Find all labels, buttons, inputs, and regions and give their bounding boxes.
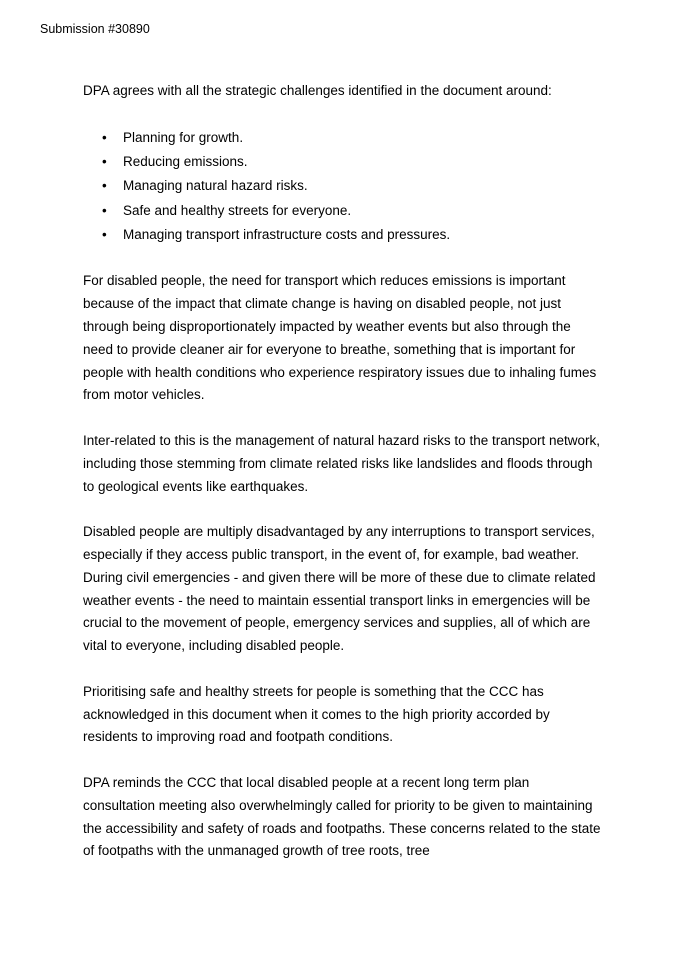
- list-item: [83, 223, 603, 247]
- document-body: [83, 80, 603, 886]
- bullet-icon: •: [102, 227, 107, 243]
- streets-paragraph: Prioritising safe and healthy streets for people is something that the CCC has acknowledged in this document when it comes to the high priority accorded by residents to improving road and footpath conditions.: [83, 683, 550, 745]
- list-item-text: Planning for growth.: [123, 129, 244, 145]
- bullet-icon: •: [102, 178, 107, 194]
- challenges-list: [83, 126, 603, 248]
- list-item-text: Managing transport infrastructure costs and pressures.: [123, 227, 451, 243]
- hazard-paragraph: Inter-related to this is the management of natural hazard risks to the transport network, including those stemming from climate related risks like landslides and floods through to geological events like earthquakes.: [83, 433, 601, 494]
- list-item: [83, 126, 603, 150]
- emergencies-paragraph: Disabled people are multiply disadvantaged by any interruptions to transport services, especially if they access public transport, in the event of, for example, bad weather. During civil emergencies - and given there will be more of these due to climate related weather events - the need to maintain essential transport links in emergencies will be crucial to the movement of people, emergency services and supplies, all of which are vital to everyone, including disabled people.: [83, 524, 596, 654]
- bullet-icon: •: [102, 154, 107, 169]
- submission-number: Submission #30890: [40, 22, 150, 36]
- footpaths-paragraph: DPA reminds the CCC that local disabled people at a recent long term plan consultation meeting also overwhelmingly called for priority to be given to maintaining the accessibility and safety of roads and footpaths. These concerns related to the state of footpaths with the unmanaged growth of tree roots, tree: [83, 774, 601, 859]
- emissions-paragraph: For disabled people, the need for transport which reduces emissions is important because of the impact that climate change is having on disabled people, not just through being disproportionately impacted by weather events but also through the need to provide cleaner air for everyone to breathe, something that is important for people with health conditions who experience respiratory issues due to inhaling fumes from motor vehicles.: [83, 273, 597, 403]
- bullet-icon: •: [102, 129, 107, 145]
- intro-paragraph: DPA agrees with all the strategic challenges identified in the document around:: [83, 83, 552, 98]
- list-item: [83, 199, 603, 223]
- list-item: [83, 174, 603, 198]
- bullet-icon: •: [102, 202, 107, 218]
- list-item-text: Safe and healthy streets for everyone.: [123, 202, 352, 218]
- list-item: [83, 150, 603, 174]
- list-item-text: Managing natural hazard risks.: [123, 178, 308, 194]
- list-item-text: Reducing emissions.: [123, 154, 248, 169]
